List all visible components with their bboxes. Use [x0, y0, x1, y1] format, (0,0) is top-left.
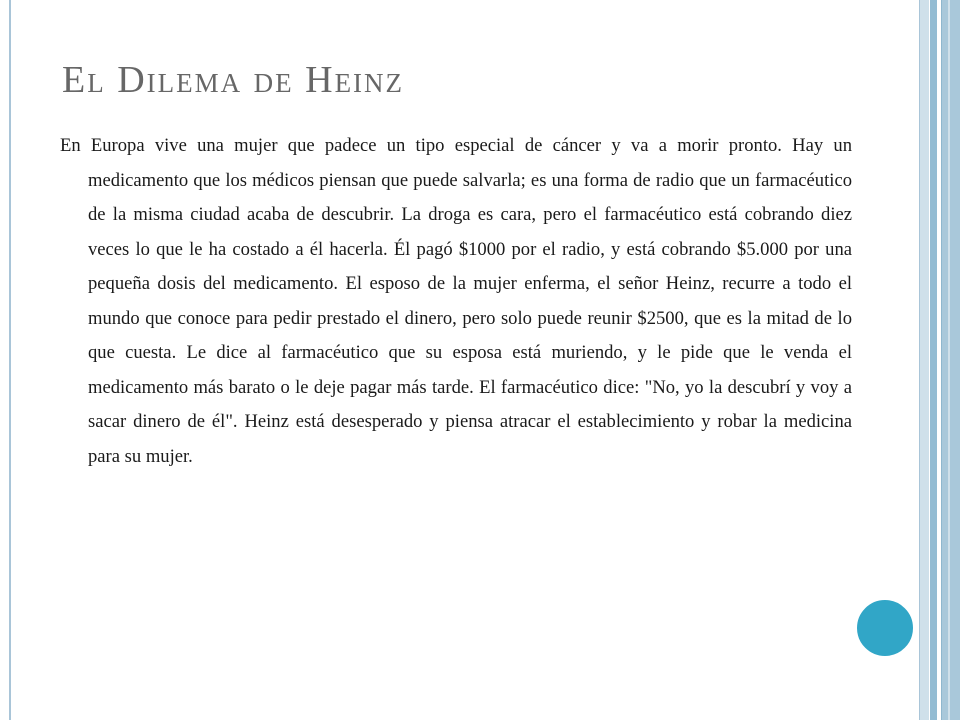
- slide-title: El Dilema de Heinz: [62, 59, 405, 101]
- right-decorative-band: [941, 0, 960, 720]
- right-decorative-band: [919, 0, 929, 720]
- right-decorative-band: [948, 0, 950, 720]
- right-decorative-band: [930, 0, 937, 720]
- slide-body-text: En Europa vive una mujer que padece un tipo especial de cáncer y va a morir pronto. Hay un medicamento que los médicos piensan que puede salvarla; es una forma de radio que un farmacéutico de la misma ciudad acaba de descubrir. La droga es cara, pero el farmacéutico está cobrando diez veces lo que le ha costado a él hacerla. Él pagó $1000 por el radio, y está cobrando $5.000 por una pequeña dosis del medicamento. El esposo de la mujer enferma, el señor Heinz, recurre a todo el mundo que conoce para pedir prestado el dinero, pero solo puede reunir $2500, que es la mitad de lo que cuesta. Le dice al farmacéutico que su esposa está muriendo, y le pide que le venda el medicamento más barato o le deje pagar más tarde. El farmacéutico dice: "No, yo la descubrí y voy a sacar dinero de él". Heinz está desesperado y piensa atracar el establecimiento y robar la medicina para su mujer.: [60, 135, 852, 467]
- decorative-circle: [855, 598, 915, 658]
- left-border-line: [9, 0, 11, 720]
